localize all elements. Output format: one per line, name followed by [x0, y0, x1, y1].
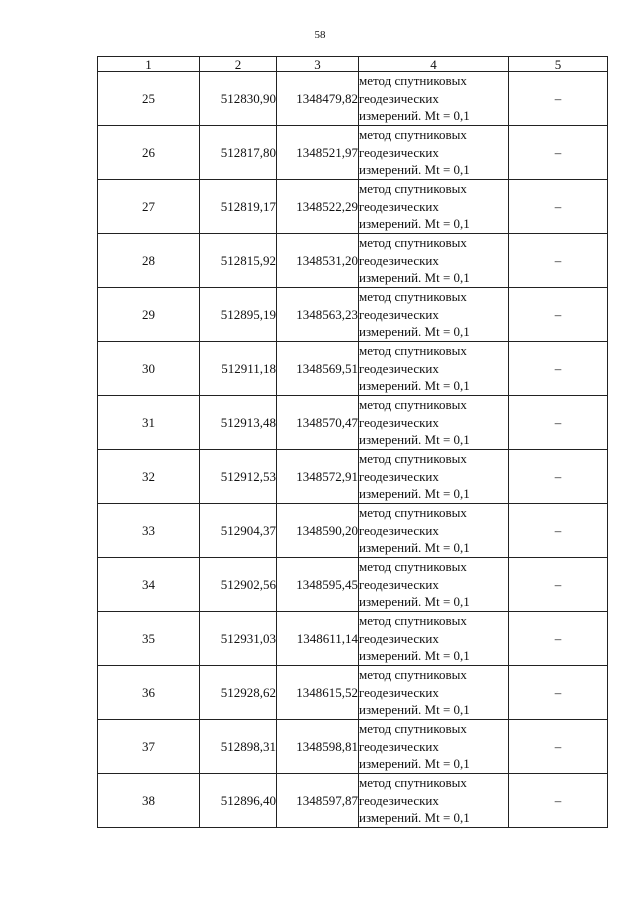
- method-line: измерений. Mt = 0,1: [359, 270, 470, 286]
- y-coordinate-cell: 1348569,51: [277, 342, 359, 396]
- point-number-cell: 34: [98, 558, 200, 612]
- x-coordinate-cell: 512911,18: [200, 342, 277, 396]
- method-line: измерений. Mt = 0,1: [359, 540, 470, 556]
- table-row: [98, 558, 608, 612]
- column-5-cell: –: [509, 450, 608, 504]
- method-line: геодезических: [359, 522, 439, 538]
- method-cell: [359, 126, 509, 180]
- point-number-cell: 25: [98, 72, 200, 126]
- x-coordinate-cell: 512896,40: [200, 774, 277, 828]
- table-row: [98, 504, 608, 558]
- method-line: геодезических: [359, 198, 439, 214]
- method-line: метод спутниковых: [359, 505, 467, 521]
- x-coordinate-cell: 512817,80: [200, 126, 277, 180]
- method-line: метод спутниковых: [359, 559, 467, 575]
- table-row: [98, 450, 608, 504]
- method-line: геодезических: [359, 576, 439, 592]
- method-line: измерений. Mt = 0,1: [359, 486, 470, 502]
- point-number-cell: 38: [98, 774, 200, 828]
- x-coordinate-cell: 512928,62: [200, 666, 277, 720]
- method-cell: [359, 234, 509, 288]
- table-row: [98, 342, 608, 396]
- method-cell: [359, 612, 509, 666]
- table-row: [98, 774, 608, 828]
- method-line: измерений. Mt = 0,1: [359, 810, 470, 826]
- method-line: метод спутниковых: [359, 451, 467, 467]
- x-coordinate-cell: 512895,19: [200, 288, 277, 342]
- table-header-row: [98, 57, 608, 72]
- table-row: [98, 234, 608, 288]
- method-line: измерений. Mt = 0,1: [359, 594, 470, 610]
- table-row: [98, 126, 608, 180]
- y-coordinate-cell: 1348479,82: [277, 72, 359, 126]
- y-coordinate-cell: 1348570,47: [277, 396, 359, 450]
- x-coordinate-cell: 512898,31: [200, 720, 277, 774]
- method-cell: [359, 774, 509, 828]
- column-5-cell: –: [509, 720, 608, 774]
- method-line: измерений. Mt = 0,1: [359, 162, 470, 178]
- column-5-cell: –: [509, 558, 608, 612]
- method-line: геодезических: [359, 792, 439, 808]
- column-5-cell: –: [509, 504, 608, 558]
- column-5-cell: –: [509, 234, 608, 288]
- x-coordinate-cell: 512902,56: [200, 558, 277, 612]
- method-line: геодезических: [359, 306, 439, 322]
- column-5-cell: –: [509, 72, 608, 126]
- x-coordinate-cell: 512931,03: [200, 612, 277, 666]
- y-coordinate-cell: 1348590,20: [277, 504, 359, 558]
- method-line: геодезических: [359, 738, 439, 754]
- x-coordinate-cell: 512904,37: [200, 504, 277, 558]
- x-coordinate-cell: 512819,17: [200, 180, 277, 234]
- coordinates-table: [97, 56, 608, 828]
- method-cell: [359, 450, 509, 504]
- method-line: измерений. Mt = 0,1: [359, 378, 470, 394]
- table-row: [98, 180, 608, 234]
- header-col-4: 4: [359, 57, 509, 72]
- y-coordinate-cell: 1348563,23: [277, 288, 359, 342]
- point-number-cell: 27: [98, 180, 200, 234]
- method-line: измерений. Mt = 0,1: [359, 432, 470, 448]
- method-line: метод спутниковых: [359, 235, 467, 251]
- method-cell: [359, 180, 509, 234]
- point-number-cell: 33: [98, 504, 200, 558]
- column-5-cell: –: [509, 342, 608, 396]
- method-line: измерений. Mt = 0,1: [359, 648, 470, 664]
- method-line: геодезических: [359, 468, 439, 484]
- method-line: измерений. Mt = 0,1: [359, 324, 470, 340]
- method-cell: [359, 666, 509, 720]
- page-number: 58: [314, 29, 326, 41]
- point-number-cell: 31: [98, 396, 200, 450]
- method-line: измерений. Mt = 0,1: [359, 108, 470, 124]
- method-cell: [359, 504, 509, 558]
- method-line: геодезических: [359, 90, 439, 106]
- y-coordinate-cell: 1348521,97: [277, 126, 359, 180]
- x-coordinate-cell: 512815,92: [200, 234, 277, 288]
- y-coordinate-cell: 1348615,52: [277, 666, 359, 720]
- method-cell: [359, 720, 509, 774]
- y-coordinate-cell: 1348522,29: [277, 180, 359, 234]
- method-line: геодезических: [359, 252, 439, 268]
- column-5-cell: –: [509, 180, 608, 234]
- header-col-2: 2: [200, 57, 277, 72]
- method-line: метод спутниковых: [359, 73, 467, 89]
- column-5-cell: –: [509, 126, 608, 180]
- header-col-3: 3: [277, 57, 359, 72]
- method-line: метод спутниковых: [359, 775, 467, 791]
- method-line: метод спутниковых: [359, 343, 467, 359]
- method-line: измерений. Mt = 0,1: [359, 216, 470, 232]
- column-5-cell: –: [509, 774, 608, 828]
- point-number-cell: 29: [98, 288, 200, 342]
- point-number-cell: 36: [98, 666, 200, 720]
- method-cell: [359, 558, 509, 612]
- header-col-5: 5: [509, 57, 608, 72]
- method-line: метод спутниковых: [359, 181, 467, 197]
- y-coordinate-cell: 1348572,91: [277, 450, 359, 504]
- header-col-1: 1: [98, 57, 200, 72]
- point-number-cell: 28: [98, 234, 200, 288]
- method-line: метод спутниковых: [359, 667, 467, 683]
- column-5-cell: –: [509, 666, 608, 720]
- table-row: [98, 612, 608, 666]
- y-coordinate-cell: 1348611,14: [277, 612, 359, 666]
- method-line: геодезических: [359, 414, 439, 430]
- method-cell: [359, 72, 509, 126]
- x-coordinate-cell: 512913,48: [200, 396, 277, 450]
- y-coordinate-cell: 1348531,20: [277, 234, 359, 288]
- method-line: геодезических: [359, 630, 439, 646]
- x-coordinate-cell: 512830,90: [200, 72, 277, 126]
- table-row: [98, 666, 608, 720]
- method-cell: [359, 288, 509, 342]
- point-number-cell: 30: [98, 342, 200, 396]
- method-line: геодезических: [359, 144, 439, 160]
- table-row: [98, 72, 608, 126]
- y-coordinate-cell: 1348595,45: [277, 558, 359, 612]
- method-line: метод спутниковых: [359, 613, 467, 629]
- method-cell: [359, 396, 509, 450]
- point-number-cell: 32: [98, 450, 200, 504]
- table-row: [98, 288, 608, 342]
- method-line: измерений. Mt = 0,1: [359, 702, 470, 718]
- method-line: геодезических: [359, 684, 439, 700]
- method-line: метод спутниковых: [359, 721, 467, 737]
- x-coordinate-cell: 512912,53: [200, 450, 277, 504]
- point-number-cell: 26: [98, 126, 200, 180]
- point-number-cell: 37: [98, 720, 200, 774]
- method-cell: [359, 342, 509, 396]
- method-line: измерений. Mt = 0,1: [359, 756, 470, 772]
- method-line: метод спутниковых: [359, 127, 467, 143]
- method-line: метод спутниковых: [359, 397, 467, 413]
- table-row: [98, 396, 608, 450]
- column-5-cell: –: [509, 396, 608, 450]
- method-line: геодезических: [359, 360, 439, 376]
- y-coordinate-cell: 1348598,81: [277, 720, 359, 774]
- column-5-cell: –: [509, 612, 608, 666]
- table-row: [98, 720, 608, 774]
- column-5-cell: –: [509, 288, 608, 342]
- y-coordinate-cell: 1348597,87: [277, 774, 359, 828]
- point-number-cell: 35: [98, 612, 200, 666]
- method-line: метод спутниковых: [359, 289, 467, 305]
